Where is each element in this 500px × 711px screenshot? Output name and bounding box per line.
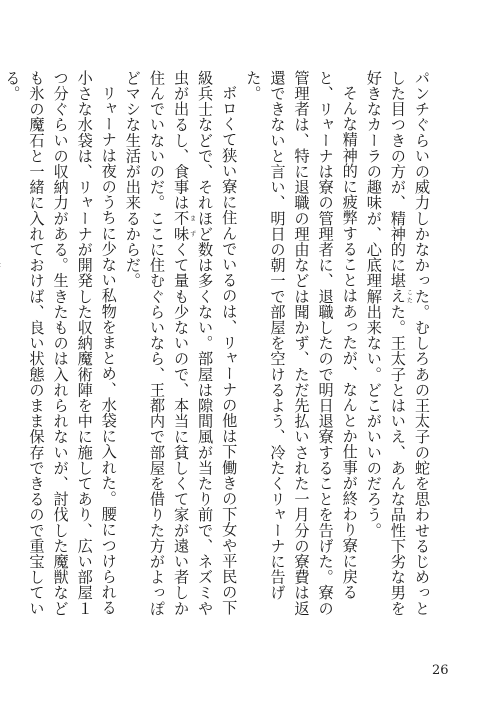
- text-run: そんな精神的に疲弊することはあったが、なんとか仕事が終わり寮に戻ると、リャーナは寮の管理者に、退職したので明日退寮することを告げた。寮の管理者は、特に退職の理由などは聞かず、ただ先払いされた一月分の寮費は返還できないと言い、明日の朝一で部屋を空けるよう、冷たくリャーナに告げた。: [244, 70, 359, 616]
- ruby-base: 味: [172, 226, 191, 242]
- page-number: 26: [432, 663, 449, 678]
- ruby-reading: こた: [405, 288, 413, 304]
- paragraph: [121, 70, 241, 630]
- ruby-reading: [0, 257, 1, 273]
- vertical-body-text: [3, 70, 434, 630]
- ruby-base: 不: [172, 210, 191, 227]
- text-run: ボロくて狭い寮に住んでいるのは、リャーナの他は下働きの下女や平民の下級兵士などで、それほど数は多くない。部屋は隙間風が当たり前で、ネズミや虫が出るし、食事は: [172, 70, 239, 616]
- text-run: くて量も少ないので、本当に貧しくて家が遠い者しか住んでいないのだ。ここに住むぐらいなら、王都内で部屋を借りた方がよっぽどマシな生活が出来るからだ。: [123, 70, 191, 617]
- paragraph: [0, 70, 120, 630]
- ruby-text: [172, 226, 196, 242]
- ruby-reading: ま: [188, 210, 196, 226]
- paragraph: [241, 70, 361, 630]
- text-run: た。王太子とはいえ、あんな品性下劣な男を好きなカーラの趣味が、心底理解出来ない。どこがいいのだろう。: [364, 70, 407, 617]
- text-run: パンチぐらいの威力しかなかった。むしろあの王太子の蛇を思わせるじめっとした目つきの方が、精神的に堪: [388, 70, 431, 616]
- ruby-text: [172, 210, 196, 227]
- ruby-reading: ず: [188, 226, 196, 242]
- paragraph: [362, 70, 434, 630]
- ruby-base: え: [388, 288, 407, 305]
- ruby-text: [388, 288, 413, 305]
- text-run: リャーナは夜のうちに少ない私物をまとめ、水袋に入れた。腰につけられる小さな水袋は、リャーナが開発した収納魔術陣を中に施してあり、広い部屋１つ分ぐらいの収納力がある。生きたものは入れられないが、討伐した魔獣なども氷の魔石と一緒に入れておけば、良い状態のまま保存できるので重宝している。: [3, 70, 118, 616]
